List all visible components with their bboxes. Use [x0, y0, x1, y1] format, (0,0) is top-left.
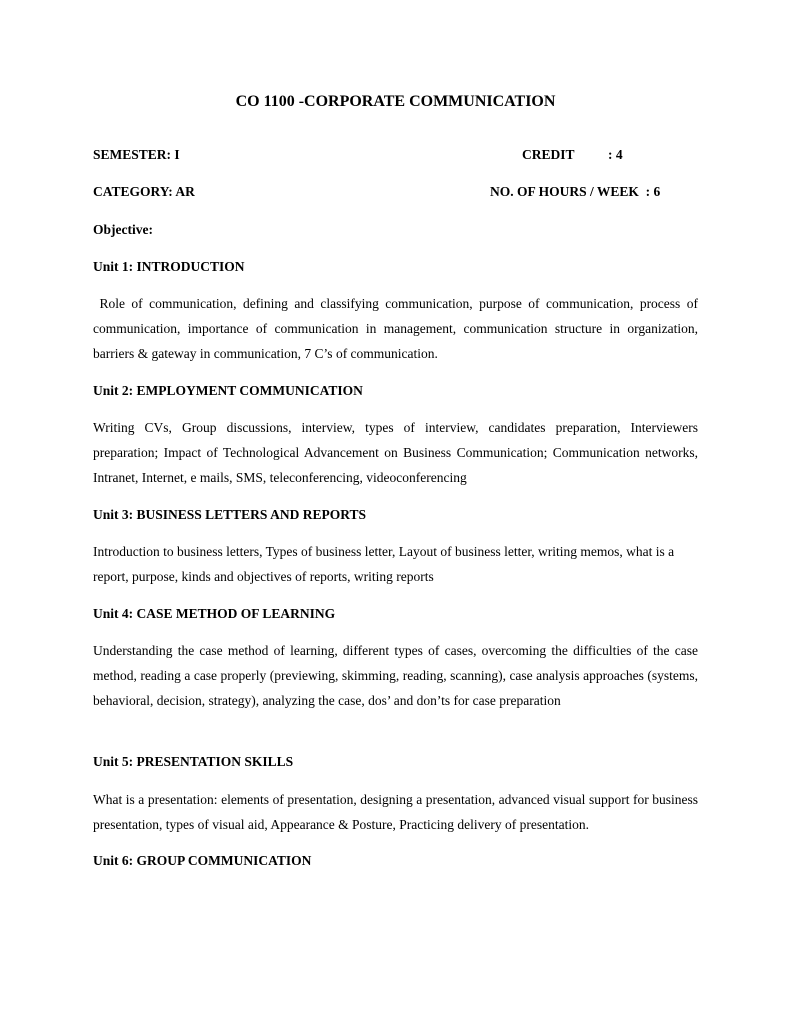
semester-label: SEMESTER: I: [93, 147, 180, 162]
unit-1-body: Role of communication, defining and classifying communication, purpose of communication, process of communication, importance of communication in management, communication structure in organization, barriers & gateway in communication, 7 C’s of communication.: [93, 296, 702, 361]
page-title: CO 1100 -CORPORATE COMMUNICATION: [235, 93, 556, 110]
unit-2-body: Writing CVs, Group discussions, interview, types of interview, candidates preparation, Interviewers preparation; Impact of Technological Advancement on Business Communication; Communication networks, Intranet, Internet, e mails, SMS, teleconferencing, videoconferencing: [93, 420, 698, 485]
unit-6-heading: Unit 6: GROUP COMMUNICATION: [93, 853, 312, 868]
unit-3-heading: Unit 3: BUSINESS LETTERS AND REPORTS: [93, 507, 366, 522]
unit-3-body: Introduction to business letters, Types of business letter, Layout of business letter, writing memos, what is a report, purpose, kinds and objectives of reports, writing reports: [93, 544, 675, 584]
credit-label: CREDIT: [522, 147, 575, 162]
category-label: CATEGORY: AR: [93, 184, 195, 199]
hours-per-week: NO. OF HOURS / WEEK : 6: [490, 184, 661, 199]
unit-1-heading: Unit 1: INTRODUCTION: [93, 259, 245, 274]
unit-5-body: What is a presentation: elements of presentation, designing a presentation, advanced visual support for business presentation, types of visual aid, Appearance & Posture, Practicing delivery of presentation.: [93, 792, 698, 832]
objective-heading: Objective:: [93, 222, 153, 237]
unit-4-heading: Unit 4: CASE METHOD OF LEARNING: [93, 606, 336, 621]
unit-5-heading: Unit 5: PRESENTATION SKILLS: [93, 754, 294, 769]
credit-value: : 4: [608, 147, 623, 162]
unit-2-heading: Unit 2: EMPLOYMENT COMMUNICATION: [93, 383, 363, 398]
unit-4-body: Understanding the case method of learning, different types of cases, overcoming the difficulties of the case method, reading a case properly (previewing, skimming, reading, scanning), case analysis approaches (systems, behavioral, decision, strategy), analyzing the case, dos’ and don’ts for case preparation: [93, 643, 698, 708]
